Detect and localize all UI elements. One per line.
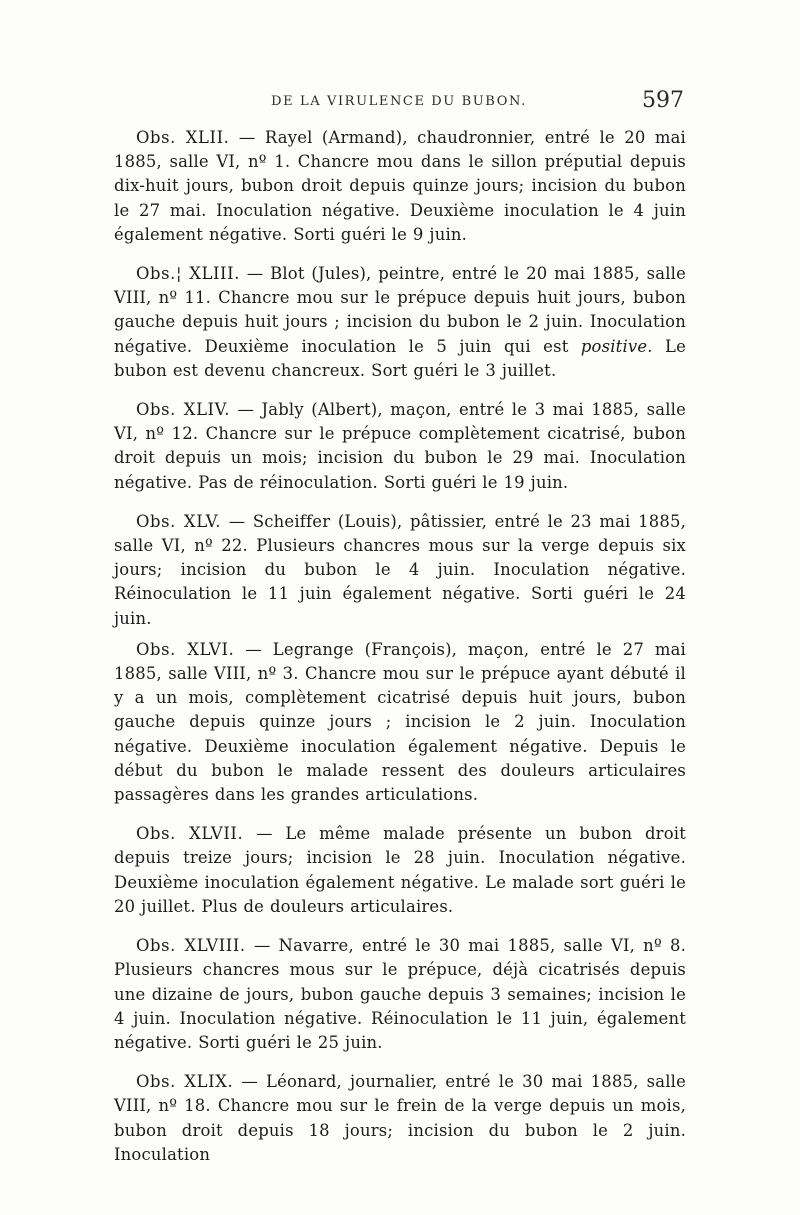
observation-xlviii [114, 934, 686, 1055]
observation-label: Obs. XLIX. [136, 1072, 234, 1092]
observation-xliii [114, 262, 686, 383]
observation-xlvii [114, 822, 686, 919]
observation-xlvi [114, 638, 686, 807]
observation-label: Obs. XLVII. [136, 824, 244, 844]
observation-label: Obs. XLII. [136, 128, 230, 147]
observation-label: Obs. XLIV. [136, 400, 231, 420]
observation-text: — Le même malade présente un bubon droit depuis treize jours; incision le 28 juin. Inoculation négative. Deuxième inoculation également négative. Le malade sort guéri le 20 juillet. Plus de douleurs articulaires. [114, 824, 686, 916]
observation-text: — Scheiffer (Louis), pâtissier, entré le 23 mai 1885, salle VI, nº 22. Plusieurs chancres mous sur la verge depuis six jours; incision du bubon le 4 juin. Inoculation négative. Réinoculation le 11 juin également négative. Sorti guéri le 24 juin. [114, 511, 687, 628]
body-text [114, 126, 686, 1182]
observation-label: Obs. XLVI. [136, 639, 235, 659]
observation-text-continued: Le bubon est devenu chancreux. Sort guéri le 3 juillet. [114, 336, 686, 380]
observation-text: — Navarre, entré le 30 mai 1885, salle VI, nº 8. Plusieurs chancres mous sur le prépuce, déjà cicatrisés depuis une dizaine de jours, bubon gauche depuis 3 semaines; incision le 4 juin. Inoculation négative. Réinoculation le 11 juin, également négative. Sorti guéri le 25 juin. [114, 936, 686, 1052]
observation-xliv [114, 398, 686, 495]
observation-text: — Léonard, journalier, entré le 30 mai 1885, salle VIII, nº 18. Chancre mou sur le frein de la verge depuis un mois, bubon droit depuis 18 jours; incision du bubon le 2 juin. Inoculation [114, 1072, 686, 1164]
observation-label: Obs. XLV. [136, 511, 222, 531]
observation-xlv [114, 510, 686, 631]
emphasized-word: positive. [580, 336, 653, 356]
observation-text: — Legrange (François), maçon, entré le 27 mai 1885, salle VIII, nº 3. Chancre mou sur le prépuce ayant débuté il y a un mois, complètement cicatrisé depuis huit jours, bubon gauche depuis quinze jours ; incision le 2 juin. Inoculation négative. Deuxième inoculation également négative. Depuis le début du bubon le malade ressent des douleurs articulaires passagères dans les grandes articulations. [114, 639, 686, 805]
observation-text: — Blot (Jules), peintre, entré le 20 mai 1885, salle VIII, nº 11. Chancre mou sur le prépuce depuis huit jours, bubon gauche depuis huit jours ; incision du bubon le 2 juin. Inoculation négative. Deuxième inoculation le 5 juin qui est [114, 264, 686, 356]
observation-label: Obs. XLVIII. [136, 936, 246, 956]
running-header [112, 88, 686, 118]
page-number: 597 [642, 88, 684, 113]
running-title: DE LA VIRULENCE DU BUBON. [271, 94, 527, 109]
observation-text: — Jably (Albert), maçon, entré le 3 mai 1885, salle VI, nº 12. Chancre sur le prépuce complètement cicatrisé, bubon droit depuis un mois; incision du bubon le 29 mai. Inoculation négative. Pas de réinoculation. Sorti guéri le 19 juin. [114, 400, 686, 492]
observation-text: — Rayel (Armand), chaudronnier, entré le 20 mai 1885, salle VI, nº 1. Chancre mou dans le sillon préputial depuis dix-huit jours, bubon droit depuis quinze jours; incision du bubon le 27 mai. Inoculation négative. Deuxième inoculation le 4 juin également négative. Sorti guéri le 9 juin. [114, 128, 687, 244]
observation-xlix [114, 1070, 686, 1167]
observation-xlii [114, 126, 686, 247]
observation-label: Obs.¦ XLIII. [136, 264, 241, 284]
